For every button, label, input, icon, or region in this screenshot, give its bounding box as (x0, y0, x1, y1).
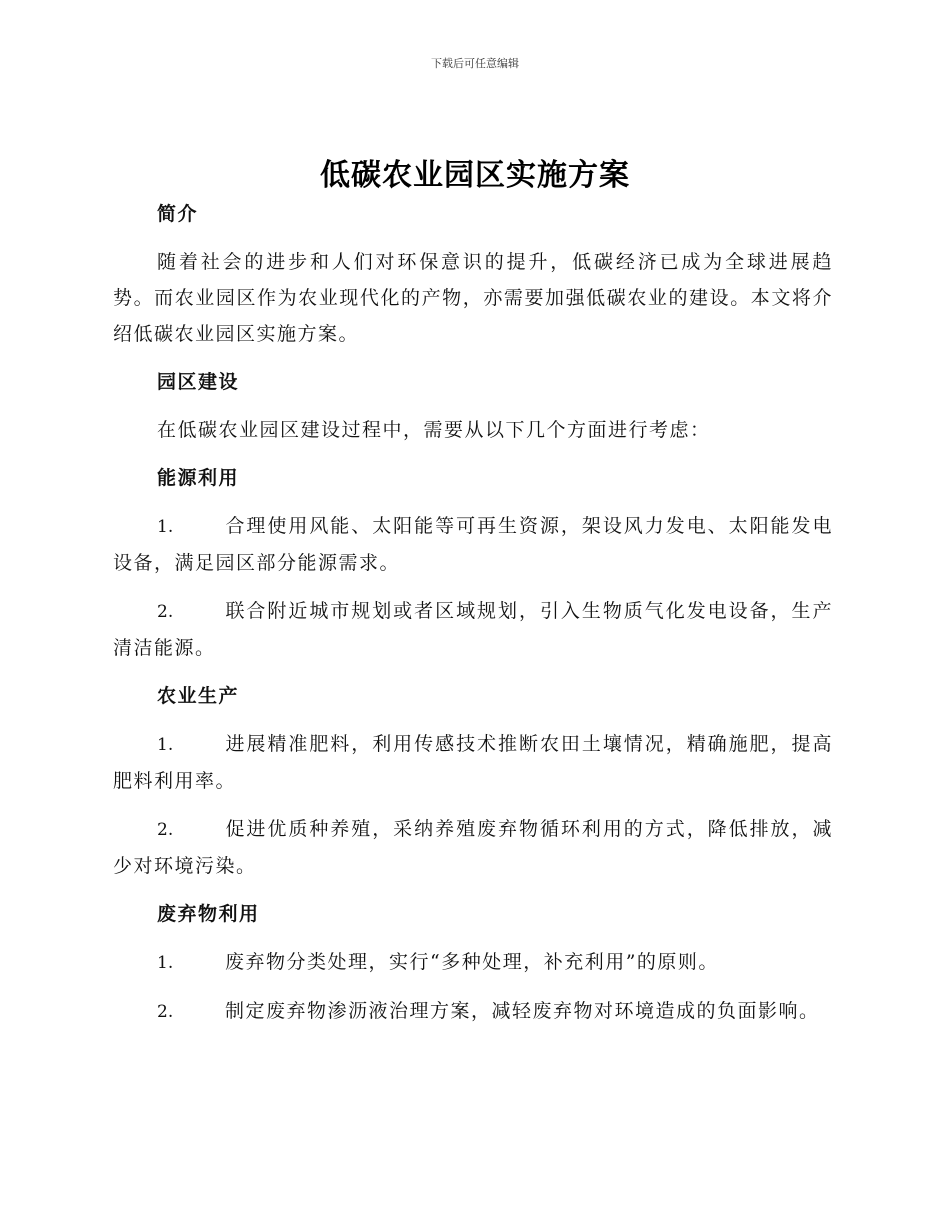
list-item-number: 2. (157, 602, 174, 622)
section-heading-waste: 废弃物利用 (157, 903, 260, 925)
section-heading-agriculture: 农业生产 (157, 685, 240, 707)
section-heading-energy: 能源利用 (157, 467, 240, 489)
list-item-text: 联合附近城市规划或者区域规划，引入生物质气化发电设备，生产清洁能源。 (113, 600, 833, 659)
list-item-text: 合理使用风能、太阳能等可再生资源，架设风力发电、太阳能发电设备，满足园区部分能源需求。 (113, 515, 833, 574)
list-item-number: 1. (157, 517, 174, 537)
intro-paragraph: 随着社会的进步和人们对环保意识的提升，低碳经济已成为全球进展趋势。而农业园区作为农业现代化的产物，亦需要加强低碳农业的建设。本文将介绍低碳农业园区实施方案。 (113, 251, 833, 345)
document-body (113, 196, 833, 1030)
section-heading-intro: 简介 (157, 203, 199, 225)
construction-paragraph: 在低碳农业园区建设过程中，需要从以下几个方面进行考虑： (157, 419, 711, 441)
page-header: 下载后可任意编辑 (431, 57, 519, 70)
list-item (113, 944, 833, 981)
list-item-text: 制定废弃物渗沥液治理方案，减轻废弃物对环境造成的负面影响。 (225, 1000, 820, 1022)
list-item (113, 726, 833, 799)
list-item (113, 593, 833, 666)
list-item-text: 促进优质种养殖，采纳养殖废弃物循环利用的方式，降低排放，减少对环境污染。 (113, 818, 833, 877)
list-item-text: 废弃物分类处理，实行“多种处理，补充利用”的原则。 (225, 951, 719, 973)
list-item-text: 进展精准肥料，利用传感技术推断农田土壤情况，精确施肥，提高肥料利用率。 (113, 733, 833, 792)
document-title: 低碳农业园区实施方案 (320, 158, 630, 193)
list-item-number: 1. (157, 953, 174, 973)
list-item (113, 993, 833, 1030)
list-item-number: 2. (157, 1002, 174, 1022)
list-item (113, 811, 833, 884)
section-heading-construction: 园区建设 (157, 371, 240, 393)
list-item-number: 1. (157, 735, 174, 755)
list-item-number: 2. (157, 820, 174, 840)
list-item (113, 508, 833, 581)
